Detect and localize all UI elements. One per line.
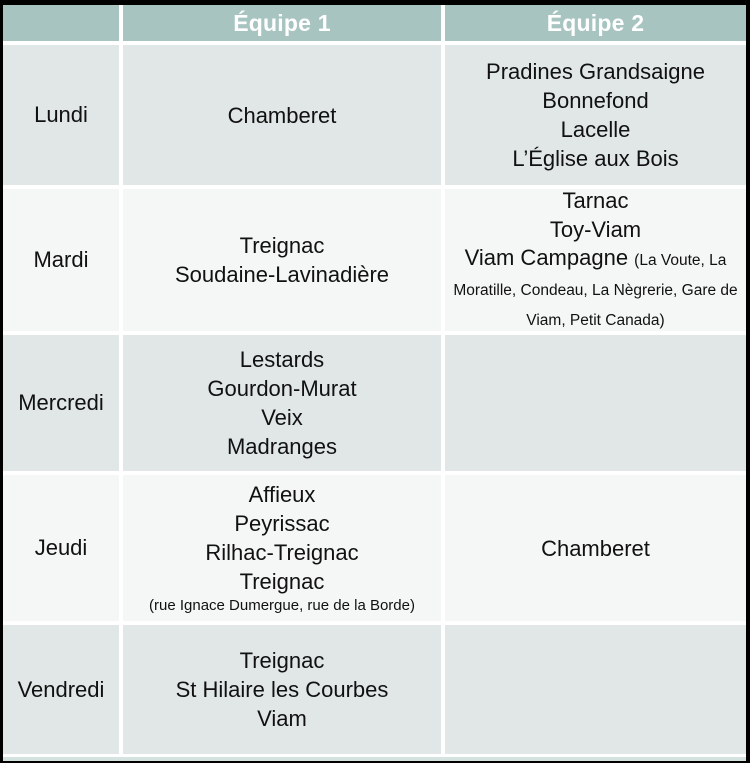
place-line: Tarnac xyxy=(562,189,629,213)
place-line: Rilhac-Treignac xyxy=(205,540,359,565)
cell-lundi-equipe2 xyxy=(445,45,746,185)
cell-jeudi-equipe1 xyxy=(123,475,441,621)
place-line: Peyrissac xyxy=(234,511,330,536)
cell-mercredi-equipe2-empty xyxy=(445,335,746,471)
day-cell-vendredi xyxy=(3,625,119,754)
day-label: Vendredi xyxy=(17,676,105,702)
place-line: Bonnefond xyxy=(542,88,649,113)
place-line: Treignac xyxy=(239,569,325,594)
place-line: Soudaine-Lavinadière xyxy=(174,262,390,287)
place-line: Veix xyxy=(261,405,303,430)
cell-lundi-equipe1 xyxy=(123,45,441,185)
cell-jeudi-equipe2 xyxy=(445,475,746,621)
day-label: Jeudi xyxy=(34,535,88,560)
table-inner xyxy=(3,5,746,761)
place-line: Lestards xyxy=(239,347,325,372)
place-line: Chamberet xyxy=(227,102,337,128)
header-equipe1-cell xyxy=(123,5,441,41)
day-cell-jeudi xyxy=(3,475,119,621)
header-equipe2-label: Équipe 2 xyxy=(546,9,645,36)
cell-mercredi-equipe1 xyxy=(123,335,441,471)
header-corner-cell xyxy=(3,5,119,41)
place-line: Madranges xyxy=(226,434,338,459)
cell-vendredi-equipe1 xyxy=(123,625,441,754)
day-cell-mercredi xyxy=(3,335,119,471)
cell-mardi-equipe2 xyxy=(445,189,746,331)
cell-vendredi-equipe2-empty xyxy=(445,625,746,754)
place-line: Toy-Viam xyxy=(549,217,642,242)
cell-mardi-equipe1 xyxy=(123,189,441,331)
place-line: Viam xyxy=(257,706,307,731)
header-equipe1-label: Équipe 1 xyxy=(233,9,331,36)
place-note-text: (La Voute, La Moratille, Condeau, La Nègrerie, Gare de Viam, Petit Canada) xyxy=(453,252,738,329)
schedule-table xyxy=(3,5,746,754)
place-line: Treignac xyxy=(239,233,325,258)
place-line: Chamberet xyxy=(541,535,650,561)
cutoff-next-row-strip xyxy=(3,757,746,761)
place-line: Treignac xyxy=(239,648,325,673)
place-line: St Hilaire les Courbes xyxy=(175,677,389,702)
day-label: Mercredi xyxy=(18,390,104,415)
place-line: Gourdon-Murat xyxy=(207,376,357,401)
day-label: Lundi xyxy=(34,102,88,127)
place-note-line: (rue Ignace Dumergue, rue de la Borde) xyxy=(149,597,415,614)
place-line: L’Église aux Bois xyxy=(512,146,679,171)
day-cell-mardi xyxy=(3,189,119,331)
place-line: Affieux xyxy=(248,482,316,507)
place-line-with-note xyxy=(445,244,746,331)
header-equipe2-cell xyxy=(445,5,746,41)
day-label: Mardi xyxy=(33,247,89,272)
place-line: Lacelle xyxy=(560,117,631,142)
place-line: Pradines Grandsaigne xyxy=(486,59,705,84)
place-main-text: Viam Campagne xyxy=(464,245,635,270)
day-cell-lundi xyxy=(3,45,119,185)
